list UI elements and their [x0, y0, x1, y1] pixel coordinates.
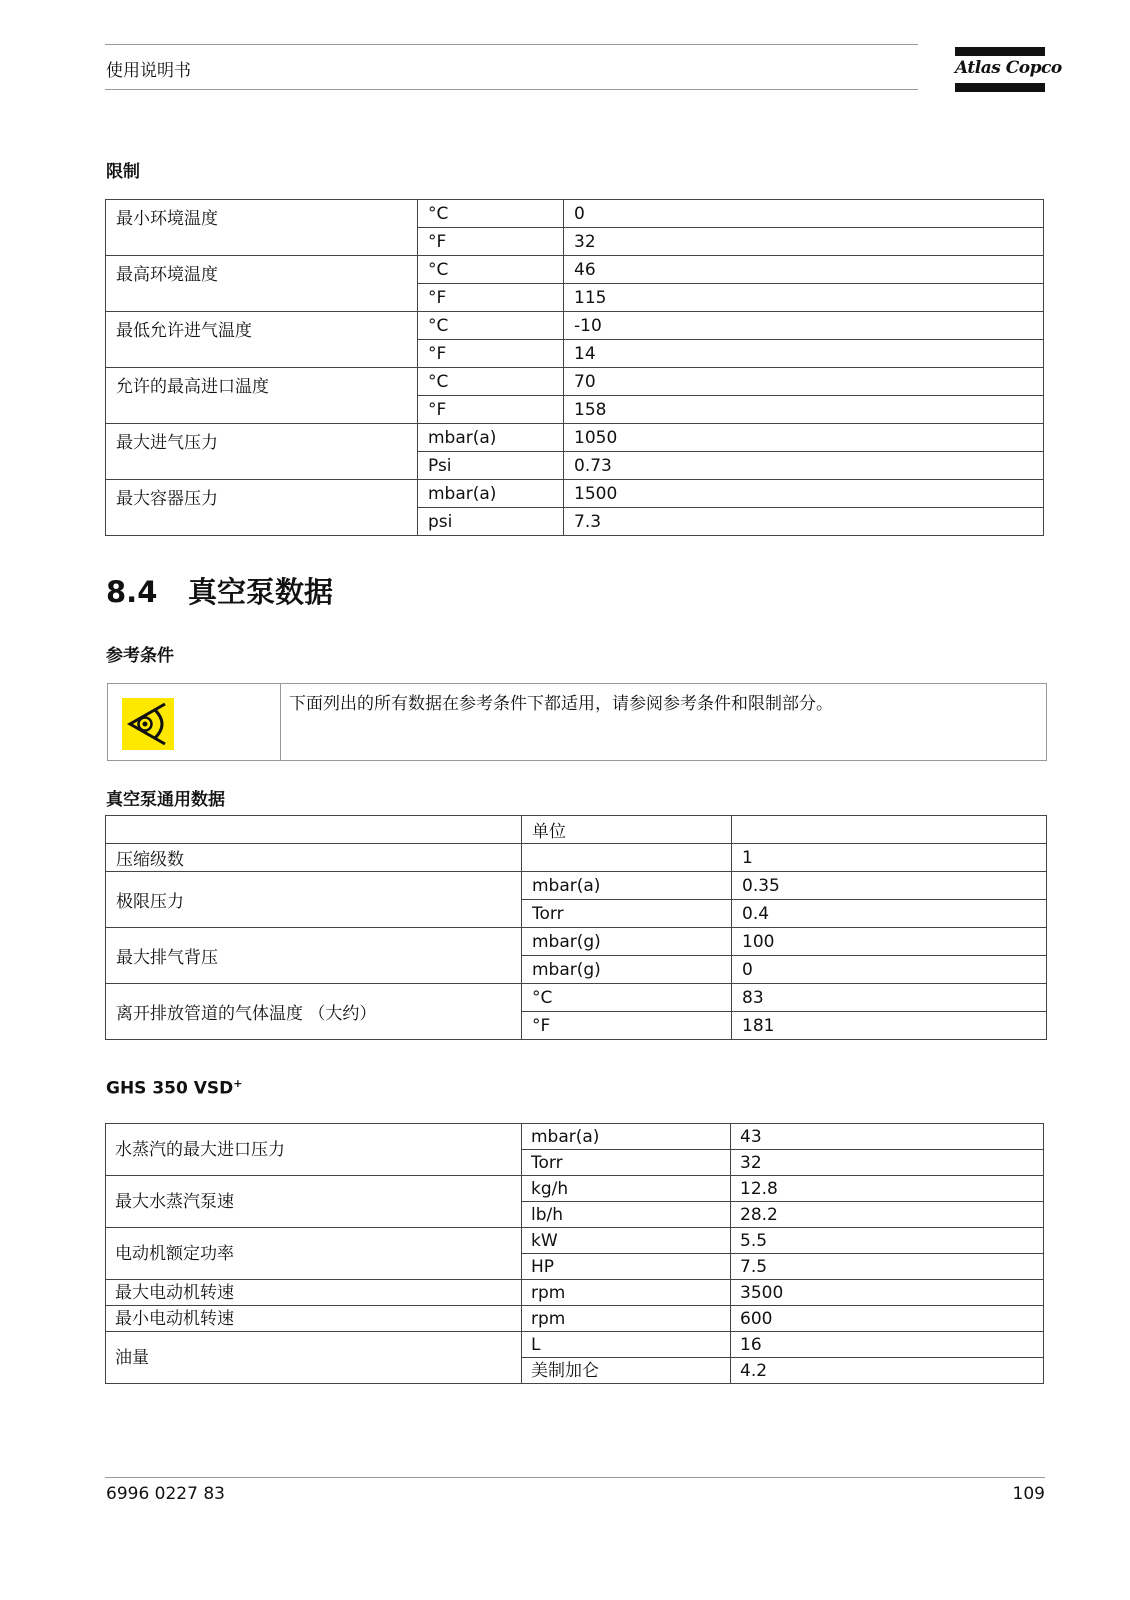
table-row [106, 984, 1047, 1012]
table-row [106, 424, 1044, 452]
model-label: 最小电动机转速 [106, 1306, 522, 1332]
limit-unit: Psi [418, 452, 564, 480]
table-row [106, 1124, 1044, 1150]
general-value: 0.35 [732, 872, 1047, 900]
model-value: 5.5 [731, 1228, 1044, 1254]
limit-label: 允许的最高进口温度 [106, 368, 418, 424]
model-table [105, 1123, 1044, 1384]
limit-unit: psi [418, 508, 564, 536]
general-title: 真空泵通用数据 [106, 790, 225, 810]
limit-unit: °F [418, 284, 564, 312]
general-value: 83 [732, 984, 1047, 1012]
limit-value: 115 [564, 284, 1044, 312]
model-label: 水蒸汽的最大进口压力 [106, 1124, 522, 1176]
model-title [106, 1077, 242, 1099]
limit-value: 7.3 [564, 508, 1044, 536]
table-row [106, 480, 1044, 508]
limit-unit: °C [418, 256, 564, 284]
table-row [106, 1176, 1044, 1202]
table-row [106, 368, 1044, 396]
reference-note [107, 683, 1047, 761]
limits-title: 限制 [106, 162, 140, 182]
general-value: 181 [732, 1012, 1047, 1040]
limit-value: 14 [564, 340, 1044, 368]
limit-label: 最小环境温度 [106, 200, 418, 256]
header-rule-top [105, 44, 918, 45]
limits-table [105, 199, 1044, 536]
model-unit: Torr [522, 1150, 731, 1176]
header-rule-bottom [105, 89, 918, 90]
general-label: 极限压力 [106, 872, 522, 928]
model-value: 4.2 [731, 1358, 1044, 1384]
note-icon-cell [108, 684, 281, 760]
table-row [106, 1228, 1044, 1254]
limit-label: 最高环境温度 [106, 256, 418, 312]
model-unit: L [522, 1332, 731, 1358]
document-number: 6996 0227 83 [106, 1484, 225, 1504]
table-row [106, 872, 1047, 900]
general-value: 0.4 [732, 900, 1047, 928]
reference-text: 下面列出的所有数据在参考条件下都适用，请参阅参考条件和限制部分。 [289, 694, 833, 714]
model-unit: mbar(a) [522, 1124, 731, 1150]
limit-value: 1050 [564, 424, 1044, 452]
section-heading [106, 570, 333, 611]
general-table [105, 815, 1047, 1040]
table-row [106, 1280, 1044, 1306]
general-unit: °F [522, 1012, 732, 1040]
general-label: 最大排气背压 [106, 928, 522, 984]
limit-unit: °C [418, 200, 564, 228]
table-row [106, 1332, 1044, 1358]
eye-icon [122, 698, 174, 750]
model-sup: + [233, 1077, 243, 1090]
model-label: 最大水蒸汽泵速 [106, 1176, 522, 1228]
page-number: 109 [1012, 1484, 1045, 1504]
general-value: 0 [732, 956, 1047, 984]
model-value: 3500 [731, 1280, 1044, 1306]
limit-value: 158 [564, 396, 1044, 424]
general-value: 100 [732, 928, 1047, 956]
section-number: 8.4 [106, 575, 158, 609]
model-unit: kg/h [522, 1176, 731, 1202]
unit-header: 单位 [522, 816, 732, 844]
general-unit: mbar(a) [522, 872, 732, 900]
section-title: 真空泵数据 [188, 575, 334, 609]
atlas-copco-logo [955, 47, 1062, 93]
model-unit: HP [522, 1254, 731, 1280]
limit-unit: °F [418, 340, 564, 368]
stage-value: 1 [732, 844, 1047, 872]
limit-unit: °F [418, 396, 564, 424]
logo-text: Atlas Copco [955, 58, 1062, 78]
limit-value: 70 [564, 368, 1044, 396]
limit-unit: °F [418, 228, 564, 256]
model-value: 43 [731, 1124, 1044, 1150]
table-row [106, 1306, 1044, 1332]
general-label: 离开排放管道的气体温度 （大约） [106, 984, 522, 1040]
stage-label: 压缩级数 [106, 844, 522, 872]
model-value: 600 [731, 1306, 1044, 1332]
model-value: 16 [731, 1332, 1044, 1358]
limit-label: 最大容器压力 [106, 480, 418, 536]
limit-unit: °C [418, 368, 564, 396]
table-row [106, 844, 1047, 872]
footer-rule [105, 1477, 1045, 1478]
limit-value: 46 [564, 256, 1044, 284]
limit-label: 最大进气压力 [106, 424, 418, 480]
model-name: GHS 350 VSD [106, 1078, 234, 1099]
table-row [106, 200, 1044, 228]
general-unit: mbar(g) [522, 928, 732, 956]
model-unit: rpm [522, 1280, 731, 1306]
model-value: 28.2 [731, 1202, 1044, 1228]
limit-label: 最低允许进气温度 [106, 312, 418, 368]
general-unit: Torr [522, 900, 732, 928]
limit-value: 0 [564, 200, 1044, 228]
model-value: 7.5 [731, 1254, 1044, 1280]
model-label: 最大电动机转速 [106, 1280, 522, 1306]
limit-unit: °C [418, 312, 564, 340]
general-unit: °C [522, 984, 732, 1012]
model-unit: lb/h [522, 1202, 731, 1228]
table-row [106, 256, 1044, 284]
limit-value: -10 [564, 312, 1044, 340]
model-unit: kW [522, 1228, 731, 1254]
model-unit: rpm [522, 1306, 731, 1332]
model-label: 电动机额定功率 [106, 1228, 522, 1280]
model-value: 32 [731, 1150, 1044, 1176]
reference-title: 参考条件 [106, 646, 174, 666]
limit-unit: mbar(a) [418, 480, 564, 508]
header-title: 使用说明书 [106, 61, 191, 81]
limit-value: 32 [564, 228, 1044, 256]
table-row [106, 312, 1044, 340]
table-header-row [106, 816, 1047, 844]
limit-value: 1500 [564, 480, 1044, 508]
model-unit: 美制加仑 [522, 1358, 731, 1384]
model-value: 12.8 [731, 1176, 1044, 1202]
limit-unit: mbar(a) [418, 424, 564, 452]
model-label: 油量 [106, 1332, 522, 1384]
table-row [106, 928, 1047, 956]
limit-value: 0.73 [564, 452, 1044, 480]
general-unit: mbar(g) [522, 956, 732, 984]
